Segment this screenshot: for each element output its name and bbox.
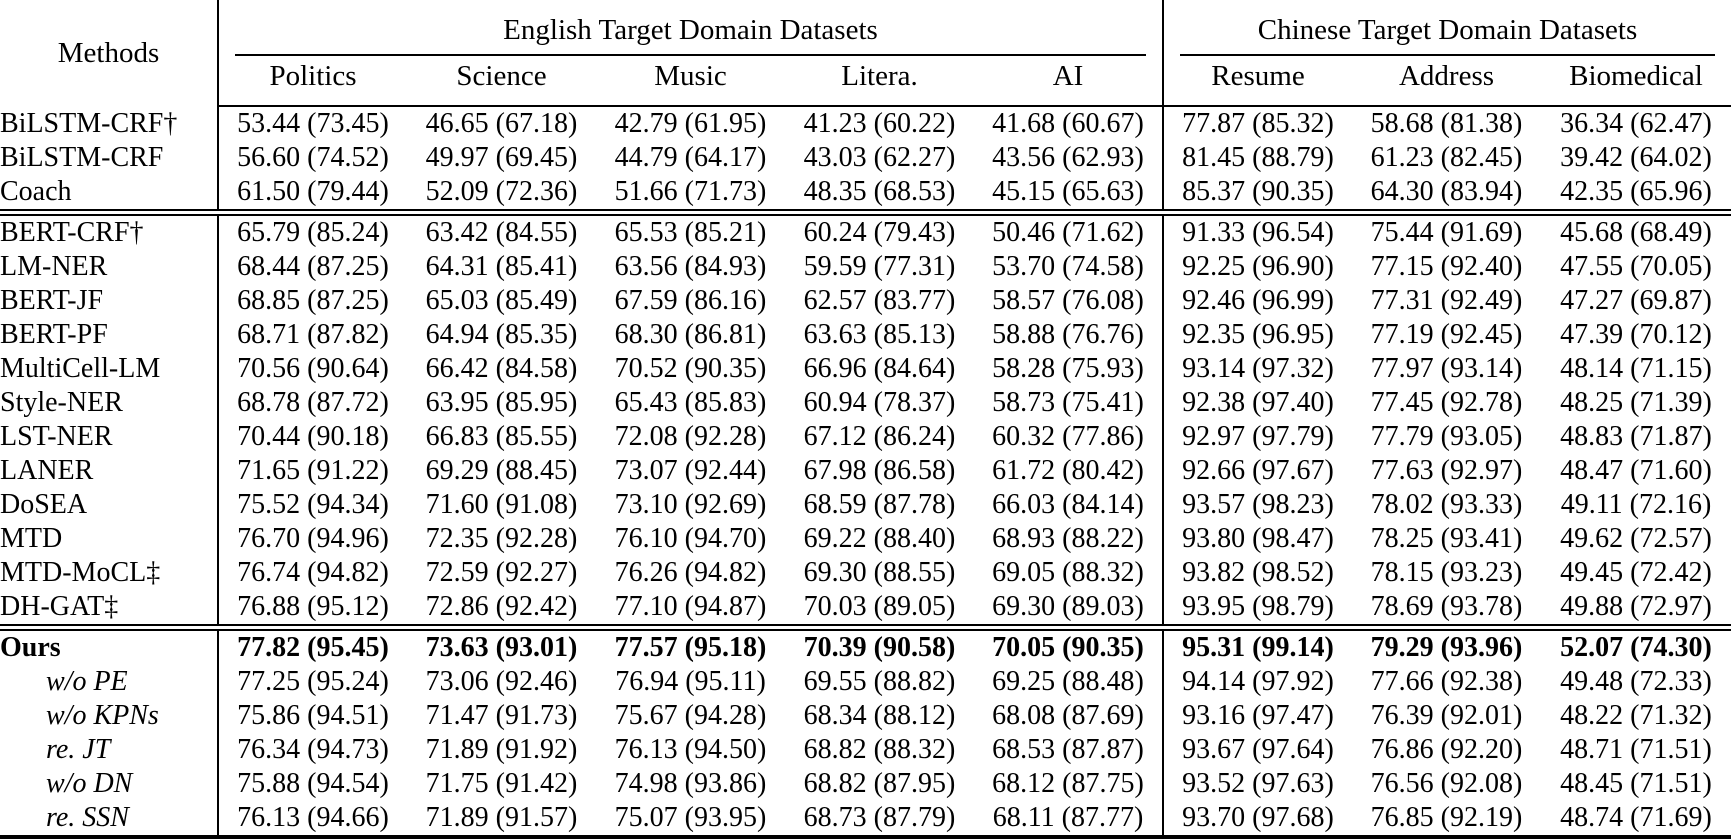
method-cell: DoSEA: [0, 488, 218, 522]
value-cell: 95.31 (99.14): [1163, 628, 1352, 666]
value-cell: 67.98 (86.58): [803, 455, 956, 486]
value-cell: 41.68 (60.67): [974, 106, 1163, 141]
value-cell: 48.71 (71.51): [1560, 734, 1712, 765]
value-cell: 71.89 (91.57): [425, 802, 578, 833]
chinese-group-rule: [1180, 54, 1715, 56]
method-cell: LM-NER: [0, 250, 218, 284]
value-cell: 49.48 (72.33): [1560, 666, 1712, 697]
value-cell: 48.74 (71.69): [1560, 802, 1712, 833]
value-cell: 67.59 (86.16): [614, 285, 767, 316]
value-cell: 70.52 (90.35): [614, 353, 767, 384]
table-row: [0, 590, 1731, 628]
value-cell: 68.85 (87.25): [237, 285, 389, 316]
value-cell: 69.30 (89.03): [974, 590, 1163, 628]
group-header-chinese: [1163, 0, 1731, 56]
group-label-english: English Target Domain Datasets: [503, 14, 878, 46]
value-cell: 39.42 (64.02): [1560, 142, 1712, 173]
value-cell: 77.31 (92.49): [1370, 285, 1523, 316]
value-cell: 93.14 (97.32): [1182, 353, 1334, 384]
value-cell: 68.53 (87.87): [974, 733, 1163, 767]
value-cell: 51.66 (71.73): [614, 176, 767, 207]
value-cell: 46.65 (67.18): [425, 108, 578, 139]
value-cell: 71.75 (91.42): [425, 768, 578, 799]
method-cell: DH-GAT‡: [0, 590, 218, 628]
value-cell: 77.97 (93.14): [1370, 353, 1523, 384]
method-cell: w/o PE: [0, 665, 218, 699]
value-cell: 48.83 (71.87): [1560, 421, 1712, 452]
value-cell: 68.73 (87.79): [803, 802, 956, 833]
value-cell: 69.22 (88.40): [803, 523, 956, 554]
value-cell: 77.87 (85.32): [1182, 108, 1334, 139]
value-cell: 52.07 (74.30): [1541, 628, 1731, 666]
value-cell: 69.30 (88.55): [803, 557, 956, 588]
method-cell: w/o KPNs: [0, 699, 218, 733]
value-cell: 58.57 (76.08): [974, 284, 1163, 318]
value-cell: 75.44 (91.69): [1352, 213, 1541, 251]
value-cell: 71.47 (91.73): [425, 700, 578, 731]
method-cell: BiLSTM-CRF†: [0, 106, 218, 141]
value-cell: 41.23 (60.22): [803, 108, 956, 139]
value-cell: 92.66 (97.67): [1182, 455, 1334, 486]
value-cell: 71.65 (91.22): [237, 455, 389, 486]
value-cell: 77.45 (92.78): [1370, 387, 1523, 418]
value-cell: 62.57 (83.77): [803, 285, 956, 316]
value-cell: 63.63 (85.13): [803, 319, 956, 350]
value-cell: 75.52 (94.34): [237, 489, 389, 520]
value-cell: 48.25 (71.39): [1560, 387, 1712, 418]
value-cell: 94.14 (97.92): [1182, 666, 1334, 697]
value-cell: 75.86 (94.51): [237, 700, 389, 731]
value-cell: 73.10 (92.69): [614, 489, 767, 520]
subcolumn-header-row: [0, 56, 1731, 106]
value-cell: 91.33 (96.54): [1163, 213, 1352, 251]
value-cell: 93.67 (97.64): [1182, 734, 1334, 765]
table-row: [0, 284, 1731, 318]
method-cell: BERT-PF: [0, 318, 218, 352]
value-cell: 68.11 (87.77): [974, 801, 1163, 838]
value-cell: 49.62 (72.57): [1560, 523, 1712, 554]
table-row: [0, 420, 1731, 454]
method-cell: re. JT: [0, 733, 218, 767]
value-cell: 73.63 (93.01): [407, 628, 596, 666]
value-cell: 81.45 (88.79): [1182, 142, 1334, 173]
group-label-chinese: Chinese Target Domain Datasets: [1257, 14, 1638, 46]
method-cell: re. SSN: [0, 801, 218, 838]
value-cell: 45.68 (68.49): [1541, 213, 1731, 251]
value-cell: 79.29 (93.96): [1352, 628, 1541, 666]
value-cell: 53.44 (73.45): [237, 108, 389, 139]
table-row: [0, 767, 1731, 801]
value-cell: 77.25 (95.24): [237, 666, 389, 697]
column-header-music: Music: [596, 56, 785, 106]
value-cell: 78.15 (93.23): [1370, 557, 1523, 588]
value-cell: 72.59 (92.27): [425, 557, 578, 588]
method-cell: MTD-MoCL‡: [0, 556, 218, 590]
value-cell: 58.73 (75.41): [974, 386, 1163, 420]
value-cell: 48.35 (68.53): [803, 176, 956, 207]
value-cell: 93.82 (98.52): [1182, 557, 1334, 588]
value-cell: 77.15 (92.40): [1370, 251, 1523, 282]
value-cell: 68.78 (87.72): [237, 387, 389, 418]
methods-column-header: Methods: [0, 0, 218, 106]
value-cell: 76.13 (94.50): [614, 734, 767, 765]
value-cell: 73.06 (92.46): [425, 666, 578, 697]
value-cell: 47.39 (70.12): [1560, 319, 1712, 350]
value-cell: 69.25 (88.48): [974, 665, 1163, 699]
value-cell: 69.29 (88.45): [425, 455, 578, 486]
method-cell: BERT-JF: [0, 284, 218, 318]
value-cell: 47.55 (70.05): [1560, 251, 1712, 282]
value-cell: 77.10 (94.87): [614, 591, 767, 622]
value-cell: 71.60 (91.08): [425, 489, 578, 520]
value-cell: 68.82 (87.95): [803, 768, 956, 799]
table-row: [0, 386, 1731, 420]
value-cell: 63.42 (84.55): [407, 213, 596, 251]
value-cell: 52.09 (72.36): [425, 176, 578, 207]
method-cell: Coach: [0, 175, 218, 213]
table-header: [0, 0, 1731, 106]
value-cell: 66.03 (84.14): [974, 488, 1163, 522]
column-header-ai: AI: [974, 56, 1163, 106]
value-cell: 76.94 (95.11): [615, 666, 766, 697]
value-cell: 77.79 (93.05): [1370, 421, 1523, 452]
table-row: [0, 318, 1731, 352]
english-group-rule: [235, 54, 1146, 56]
value-cell: 76.26 (94.82): [614, 557, 767, 588]
table-row: [0, 250, 1731, 284]
value-cell: 60.32 (77.86): [974, 420, 1163, 454]
value-cell: 65.43 (85.83): [614, 387, 767, 418]
value-cell: 61.72 (80.42): [974, 454, 1163, 488]
value-cell: 65.03 (85.49): [425, 285, 578, 316]
value-cell: 68.12 (87.75): [974, 767, 1163, 801]
table-row: [0, 522, 1731, 556]
value-cell: 70.03 (89.05): [803, 591, 956, 622]
value-cell: 76.85 (92.19): [1370, 802, 1523, 833]
value-cell: 49.88 (72.97): [1560, 591, 1712, 622]
value-cell: 48.14 (71.15): [1560, 353, 1712, 384]
table-row: [0, 699, 1731, 733]
value-cell: 67.12 (86.24): [803, 421, 956, 452]
value-cell: 61.23 (82.45): [1370, 142, 1523, 173]
value-cell: 92.35 (96.95): [1182, 319, 1334, 350]
group-header-row: [0, 0, 1731, 56]
method-cell: w/o DN: [0, 767, 218, 801]
value-cell: 66.96 (84.64): [803, 353, 956, 384]
value-cell: 93.70 (97.68): [1182, 802, 1334, 833]
value-cell: 76.34 (94.73): [237, 734, 389, 765]
value-cell: 43.03 (62.27): [803, 142, 956, 173]
value-cell: 42.35 (65.96): [1560, 176, 1712, 207]
value-cell: 49.45 (72.42): [1560, 557, 1712, 588]
value-cell: 72.86 (92.42): [425, 591, 578, 622]
value-cell: 92.97 (97.79): [1182, 421, 1334, 452]
value-cell: 68.71 (87.82): [237, 319, 389, 350]
value-cell: 63.56 (84.93): [614, 251, 767, 282]
value-cell: 68.44 (87.25): [237, 251, 389, 282]
value-cell: 77.19 (92.45): [1370, 319, 1523, 350]
value-cell: 70.56 (90.64): [237, 353, 389, 384]
value-cell: 76.88 (95.12): [237, 591, 389, 622]
group-header-english: [218, 0, 1163, 56]
value-cell: 68.30 (86.81): [614, 319, 767, 350]
value-cell: 65.79 (85.24): [218, 213, 407, 251]
table-row: [0, 488, 1731, 522]
table-row: [0, 141, 1731, 175]
value-cell: 48.22 (71.32): [1560, 700, 1712, 731]
value-cell: 77.82 (95.45): [218, 628, 407, 666]
value-cell: 64.30 (83.94): [1370, 176, 1523, 207]
table-row: [0, 352, 1731, 386]
method-cell: Style-NER: [0, 386, 218, 420]
column-header-litera: Litera.: [785, 56, 974, 106]
value-cell: 58.28 (75.93): [974, 352, 1163, 386]
value-cell: 72.08 (92.28): [614, 421, 767, 452]
value-cell: 76.13 (94.66): [237, 802, 389, 833]
method-cell: MTD: [0, 522, 218, 556]
value-cell: 64.31 (85.41): [425, 251, 578, 282]
value-cell: 76.86 (92.20): [1370, 734, 1523, 765]
value-cell: 75.07 (93.95): [614, 802, 767, 833]
value-cell: 70.39 (90.58): [785, 628, 974, 666]
table-row: [0, 106, 1731, 141]
table-row: [0, 628, 1731, 666]
value-cell: 68.34 (88.12): [803, 700, 956, 731]
value-cell: 92.25 (96.90): [1182, 251, 1334, 282]
value-cell: 73.07 (92.44): [614, 455, 767, 486]
value-cell: 93.57 (98.23): [1182, 489, 1334, 520]
value-cell: 47.27 (69.87): [1560, 285, 1712, 316]
value-cell: 66.83 (85.55): [425, 421, 578, 452]
value-cell: 69.55 (88.82): [803, 666, 956, 697]
value-cell: 44.79 (64.17): [614, 142, 767, 173]
table-row: [0, 801, 1731, 838]
value-cell: 85.37 (90.35): [1182, 176, 1334, 207]
value-cell: 78.25 (93.41): [1370, 523, 1523, 554]
value-cell: 76.10 (94.70): [614, 523, 767, 554]
table-row: [0, 733, 1731, 767]
value-cell: 72.35 (92.28): [425, 523, 578, 554]
value-cell: 68.93 (88.22): [974, 522, 1163, 556]
method-cell: BiLSTM-CRF: [0, 141, 218, 175]
value-cell: 93.95 (98.79): [1182, 591, 1334, 622]
value-cell: 93.80 (98.47): [1182, 523, 1334, 554]
value-cell: 68.82 (88.32): [803, 734, 956, 765]
value-cell: 74.98 (93.86): [614, 768, 767, 799]
value-cell: 71.89 (91.92): [425, 734, 578, 765]
value-cell: 68.08 (87.69): [974, 699, 1163, 733]
value-cell: 60.24 (79.43): [785, 213, 974, 251]
table-row: [0, 213, 1731, 251]
value-cell: 61.50 (79.44): [237, 176, 389, 207]
value-cell: 65.53 (85.21): [596, 213, 785, 251]
method-cell: LST-NER: [0, 420, 218, 454]
value-cell: 50.46 (71.62): [974, 213, 1163, 251]
value-cell: 77.57 (95.18): [596, 628, 785, 666]
value-cell: 42.79 (61.95): [614, 108, 767, 139]
value-cell: 60.94 (78.37): [803, 387, 956, 418]
value-cell: 76.74 (94.82): [237, 557, 389, 588]
value-cell: 75.88 (94.54): [237, 768, 389, 799]
value-cell: 49.11 (72.16): [1560, 489, 1712, 520]
table-row: [0, 665, 1731, 699]
value-cell: 48.47 (71.60): [1560, 455, 1712, 486]
value-cell: 76.56 (92.08): [1370, 768, 1523, 799]
value-cell: 69.05 (88.32): [974, 556, 1163, 590]
value-cell: 76.70 (94.96): [237, 523, 389, 554]
value-cell: 68.59 (87.78): [803, 489, 956, 520]
value-cell: 77.63 (92.97): [1370, 455, 1523, 486]
value-cell: 92.38 (97.40): [1182, 387, 1334, 418]
value-cell: 63.95 (85.95): [425, 387, 578, 418]
value-cell: 77.66 (92.38): [1370, 666, 1523, 697]
value-cell: 58.88 (76.76): [974, 318, 1163, 352]
table-row: [0, 175, 1731, 213]
value-cell: 93.16 (97.47): [1182, 700, 1334, 731]
value-cell: 59.59 (77.31): [803, 251, 956, 282]
value-cell: 66.42 (84.58): [425, 353, 578, 384]
value-cell: 70.05 (90.35): [974, 628, 1163, 666]
table-body: [0, 106, 1731, 838]
column-header-resume: Resume: [1163, 56, 1352, 106]
table-row: [0, 556, 1731, 590]
method-cell: LANER: [0, 454, 218, 488]
value-cell: 53.70 (74.58): [974, 250, 1163, 284]
value-cell: 76.39 (92.01): [1370, 700, 1523, 731]
column-header-science: Science: [407, 56, 596, 106]
value-cell: 70.44 (90.18): [237, 421, 389, 452]
value-cell: 45.15 (65.63): [974, 175, 1163, 213]
method-cell: Ours: [0, 628, 218, 666]
value-cell: 49.97 (69.45): [425, 142, 578, 173]
value-cell: 93.52 (97.63): [1182, 768, 1334, 799]
value-cell: 48.45 (71.51): [1560, 768, 1712, 799]
value-cell: 36.34 (62.47): [1560, 108, 1712, 139]
column-header-biomedical: Biomedical: [1541, 56, 1731, 106]
value-cell: 75.67 (94.28): [614, 700, 767, 731]
value-cell: 58.68 (81.38): [1370, 108, 1523, 139]
value-cell: 78.69 (93.78): [1370, 591, 1523, 622]
method-cell: MultiCell-LM: [0, 352, 218, 386]
table-row: [0, 454, 1731, 488]
column-header-address: Address: [1352, 56, 1541, 106]
value-cell: 56.60 (74.52): [237, 142, 389, 173]
value-cell: 78.02 (93.33): [1370, 489, 1523, 520]
column-header-politics: Politics: [218, 56, 407, 106]
value-cell: 43.56 (62.93): [974, 141, 1163, 175]
value-cell: 64.94 (85.35): [425, 319, 578, 350]
value-cell: 92.46 (96.99): [1182, 285, 1334, 316]
method-cell: BERT-CRF†: [0, 213, 218, 251]
